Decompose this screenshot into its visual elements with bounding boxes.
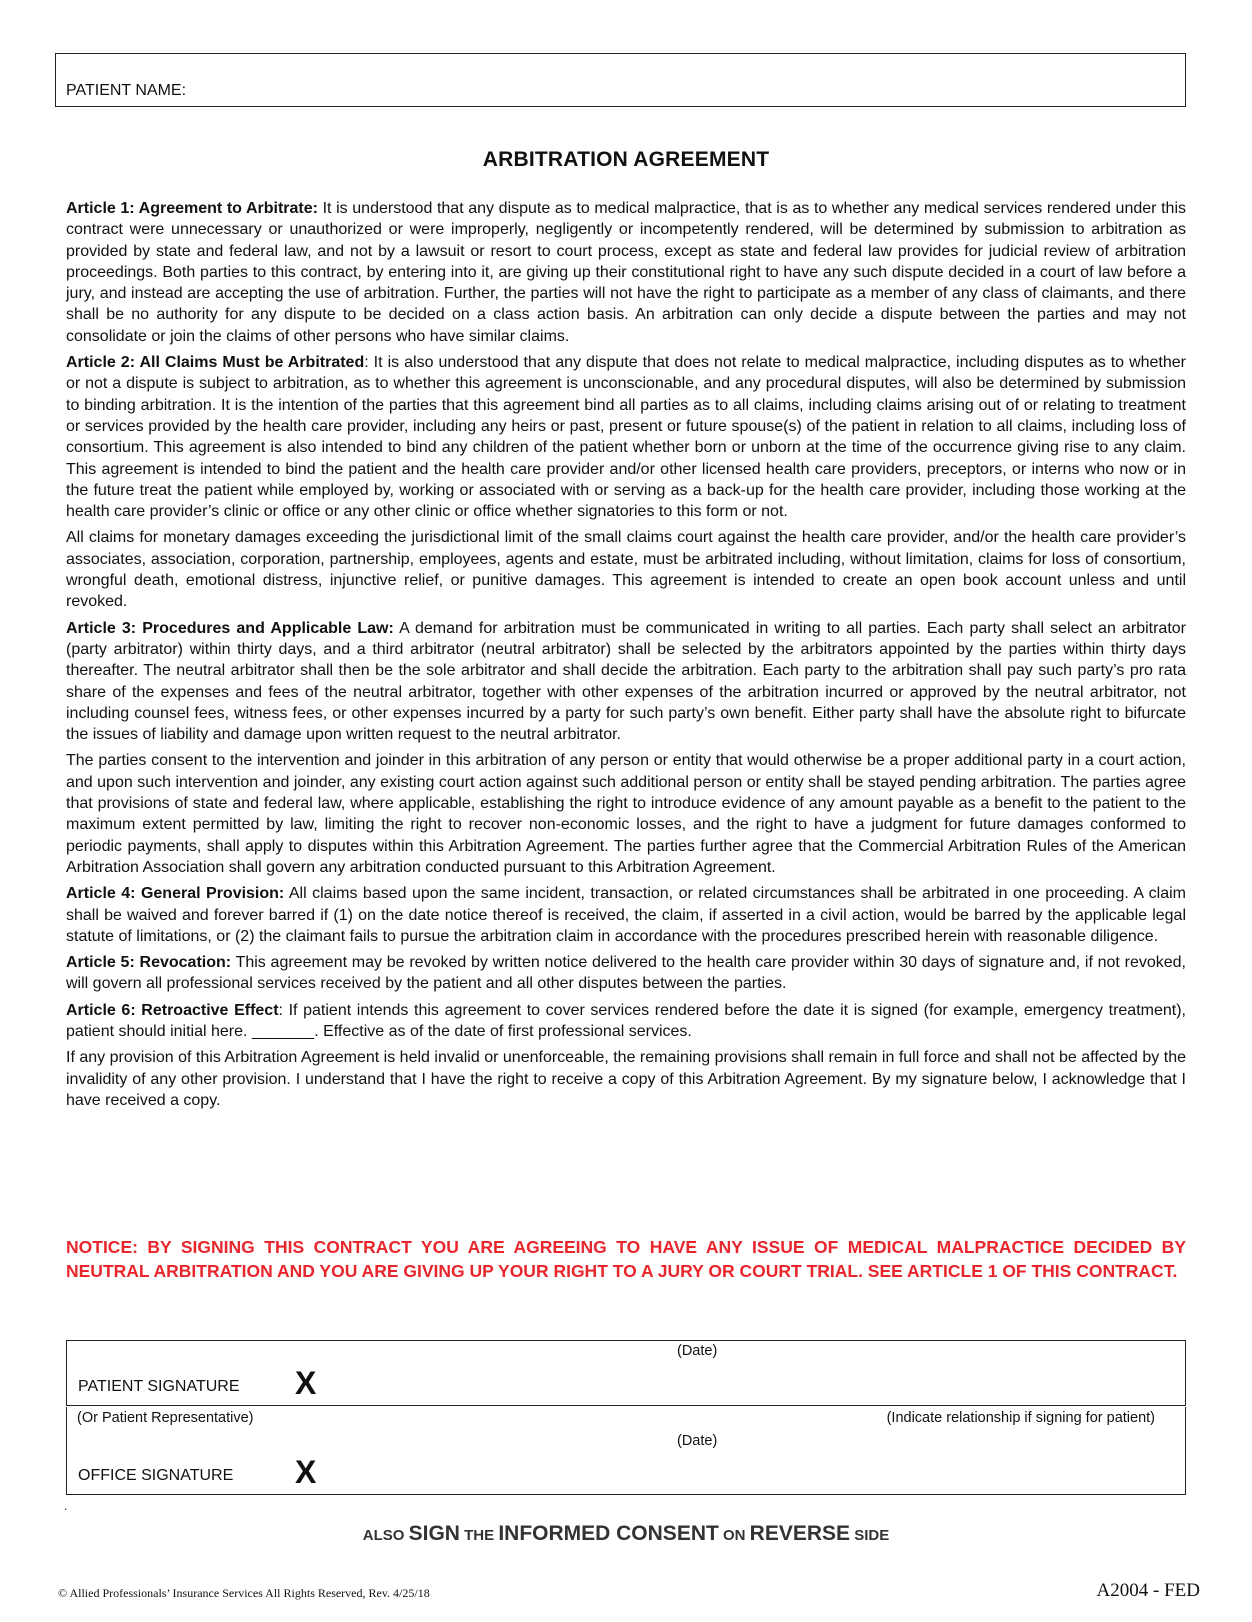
the-word: THE: [459, 1527, 499, 1544]
also-word: ALSO: [362, 1527, 409, 1544]
document-title: ARBITRATION AGREEMENT: [482, 148, 770, 171]
representative-label: (Or Patient Representative): [77, 1410, 254, 1426]
article-2: [66, 352, 1186, 522]
office-signature-x-mark: X: [295, 1454, 317, 1490]
reverse-word: REVERSE: [749, 1522, 851, 1545]
side-word: SIDE: [850, 1527, 890, 1544]
copyright-notice: © Allied Professionals’ Insurance Services All Rights Reserved, Rev. 4/25/18: [58, 1586, 430, 1600]
article-6-heading: Article 6: Retroactive Effect: [66, 1001, 279, 1019]
sign-word: SIGN: [408, 1522, 460, 1545]
article-6-text: : If patient intends this agreement to cover services rendered before the date it is signed (for example, emergency treatment), patient should initial here. _______. Effective as of the date of first professional services.: [66, 1001, 1186, 1040]
article-4-heading: Article 4: General Provision:: [66, 885, 285, 903]
article-6: [66, 1000, 1186, 1043]
patient-signature-label: PATIENT SIGNATURE: [78, 1378, 240, 1395]
article-1: [66, 198, 1186, 347]
representative-row: [66, 1407, 1186, 1431]
article-5-heading: Article 5: Revocation:: [66, 954, 232, 972]
patient-signature-x-mark: X: [295, 1365, 317, 1401]
office-signature-box[interactable]: [66, 1431, 1186, 1495]
agreement-body: [66, 198, 1186, 1116]
patient-date-label: (Date): [677, 1343, 718, 1359]
article-4: [66, 883, 1186, 947]
notice-text: NOTICE: BY SIGNING THIS CONTRACT YOU ARE AGREEING TO HAVE ANY ISSUE OF MEDICAL MALPRACTICE DECIDED BY NEUTRAL ARBITRATION AND YOU ARE GIVING UP YOUR RIGHT TO A JURY OR COURT TRIAL. SEE ARTICLE 1 OF THIS CONTRACT.: [66, 1237, 1186, 1281]
stray-dot: .: [64, 1499, 68, 1513]
article-5-text: This agreement may be revoked by written notice delivered to the health care provider within 30 days of signature and, if not revoked, will govern all professional services received by the patient and all other disputes between the parties.: [66, 954, 1187, 993]
form-code: A2004 - FED: [1096, 1580, 1200, 1601]
on-word: ON: [718, 1527, 750, 1544]
article-3-heading: Article 3: Procedures and Applicable Law:: [66, 619, 394, 637]
closing-paragraph: If any provision of this Arbitration Agreement is held invalid or unenforceable, the remaining provisions shall remain in full force and shall not be affected by the invalidity of any other provision. I understand that I have the right to receive a copy of this Arbitration Agreement. By my signature below, I acknowledge that I have received a copy.: [66, 1049, 1186, 1109]
relationship-label: (Indicate relationship if signing for patient): [886, 1410, 1155, 1426]
article-2-text: : It is also understood that any dispute that does not relate to medical malpractice, including disputes as to whether or not a dispute is subject to arbitration, as to whether this agreement is unconscionable, and any procedural disputes, will also be determined by submission to binding arbitration. It is the intention of the parties that this agreement bind all parties as to all claims, including claims arising out of or relating to treatment or services provided by the health care provider, including any heirs or past, present or future spouse(s) of the patient in relation to all claims, including loss of consortium. This agreement is also intended to bind any children of the patient whether born or unborn at the time of the occurrence giving rise to any claim. This agreement is intended to bind the patient and the health care provider and/or other licensed health care providers, preceptors, or interns who now or in the future treat the patient while employed by, working or associated with or serving as a back-up for the health care provider, including those working at the health care provider’s clinic or office or any other clinic or office whether signatories to this form or not.: [66, 354, 1186, 521]
patient-name-label: PATIENT NAME:: [66, 82, 187, 99]
office-date-label: (Date): [677, 1433, 718, 1449]
informed-consent-word: INFORMED CONSENT: [498, 1522, 719, 1545]
article-5: [66, 952, 1186, 995]
patient-signature-box[interactable]: [66, 1340, 1186, 1406]
article-1-text: It is understood that any dispute as to medical malpractice, that is as to whether any medical services rendered under this contract were unnecessary or unauthorized or were improperly, negligently or incompetently rendered, will be determined by submission to arbitration as provided by state and federal law, and not by a lawsuit or resort to court process, except as state and federal law provides for judicial review of arbitration proceedings. Both parties to this contract, by entering into it, are giving up their constitutional right to have any such dispute decided in a court of law before a jury, and instead are accepting the use of arbitration. Further, the parties will not have the right to participate as a member of any class of claimants, and there shall be no authority for any dispute to be decided on a class action basis. An arbitration can only decide a dispute between the parties and may not consolidate or join the claims of other persons who have similar claims.: [66, 200, 1186, 345]
patient-name-field[interactable]: [55, 53, 1186, 107]
article-3-paragraph-2: The parties consent to the intervention and joinder in this arbitration of any person or entity that would otherwise be a proper additional party in a court action, and upon such intervention and joinder, any existing court action against such additional person or entity shall be stayed pending arbitration. The parties agree that provisions of state and federal law, where applicable, establishing the right to introduce evidence of any amount payable as a benefit to the patient to the maximum extent permitted by law, limiting the right to recover non-economic losses, and the right to have a judgment for future damages conformed to periodic payments, shall apply to disputes within this Arbitration Agreement. The parties further agree that the Commercial Arbitration Rules of the American Arbitration Association shall govern any arbitration conducted pursuant to this Arbitration Agreement.: [66, 752, 1186, 876]
article-3: [66, 618, 1186, 746]
article-1-heading: Article 1: Agreement to Arbitrate:: [66, 200, 318, 217]
also-sign-instruction: [0, 1522, 1252, 1546]
office-signature-label: OFFICE SIGNATURE: [78, 1467, 234, 1484]
article-2-heading: Article 2: All Claims Must be Arbitrated: [66, 354, 365, 372]
article-4-text: All claims based upon the same incident, transaction, or related circumstances shall be arbitrated in one proceeding. A claim shall be waived and forever barred if (1) on the date notice thereof is received, the claim, if asserted in a civil action, would be barred by the applicable legal statute of limitations, or (2) the claimant fails to pursue the arbitration claim in accordance with the procedures prescribed herein with reasonable diligence.: [66, 885, 1187, 945]
article-2-paragraph-2: All claims for monetary damages exceeding the jurisdictional limit of the small claims court against the health care provider, and/or the health care provider’s associates, association, corporation, partnership, employees, agents and estate, must be arbitrated including, without limitation, claims for loss of consortium, wrongful death, emotional distress, injunctive relief, or punitive damages. This agreement is intended to create an open book account unless and until revoked.: [66, 529, 1186, 611]
article-3-text: A demand for arbitration must be communicated in writing to all parties. Each party shall select an arbitrator (party arbitrator) within thirty days, and a third arbitrator (neutral arbitrator) shall be selected by the arbitrators appointed by the parties within thirty days thereafter. The neutral arbitrator shall then be the sole arbitrator and shall decide the arbitration. Each party to the arbitration shall pay such party’s pro rata share of the expenses and fees of the neutral arbitrator, together with other expenses of the arbitration incurred or approved by the neutral arbitrator, not including counsel fees, witness fees, or other expenses incurred by a party for such party’s own benefit. Either party shall have the absolute right to bifurcate the issues of liability and damage upon written request to the neutral arbitrator.: [66, 619, 1186, 744]
